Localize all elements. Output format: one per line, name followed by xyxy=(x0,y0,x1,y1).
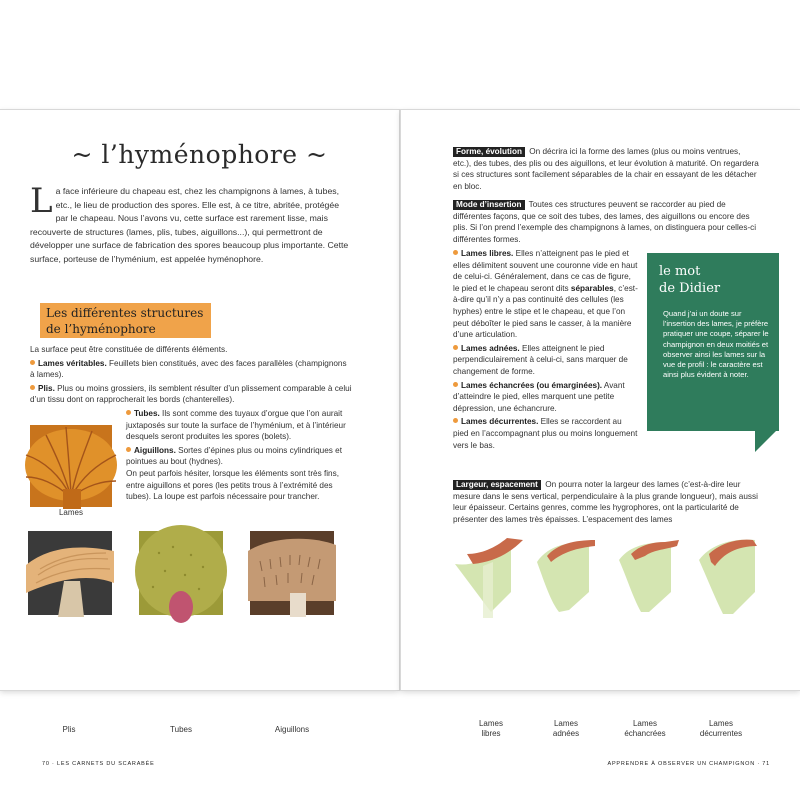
caption-echancrees-l2: échancrées xyxy=(624,729,666,738)
item-tubes-term: Tubes. xyxy=(134,409,160,418)
forme-label: Forme, évolution xyxy=(453,147,525,157)
diagram-echancrees xyxy=(619,540,679,612)
diagram-decurrentes xyxy=(699,540,757,614)
diagram-adnees xyxy=(537,540,595,612)
bullet-icon xyxy=(30,360,35,365)
intro-text: a face inférieure du chapeau est, chez les champignons à lames, à tubes, etc., le lieu de production des spores. Elle est, à ce titre, abritée, protégée par le chapeau. Nous l’avons vu, cette surface est rarement lisse, mais recouverte de structures (lames, plis, tubes, aiguillons...), qui permettront de développer une surface de fabrication des spores beaucoup plus importante. Cette surface, porteuse de l’hyménium, est appelée hyménophore. xyxy=(30,186,349,264)
section-heading-line2: de l’hyménophore xyxy=(46,322,156,336)
section-heading-line1: Les différentes structures xyxy=(46,306,204,320)
caption-adnees-l1: Lames xyxy=(553,719,578,728)
item-lames xyxy=(30,358,352,381)
forme-text: On décrira ici la forme des lames (plus ou moins ventrues, etc.), des tubes, des plis ou des aiguillons, et leur évolution à maturité. On regardera si ces structures sont facilement séparables de la chair en essayant de les détacher en bloc. xyxy=(453,147,759,191)
caption-decurrentes-l1: Lames xyxy=(708,719,733,728)
mode-paragraph xyxy=(453,199,759,245)
item-lames-term: Lames véritables. xyxy=(38,358,107,368)
photo-tubes xyxy=(139,531,223,615)
page-folio: APPRENDRE À OBSERVER UN CHAMPIGNON · 71 xyxy=(607,761,770,767)
caption-plis: Plis xyxy=(62,725,76,734)
item-decurrentes xyxy=(453,416,639,451)
caption-decurrentes-l2: décurrentes xyxy=(699,729,743,738)
structures-list xyxy=(30,344,352,406)
item-decurrentes-term: Lames décurrentes. xyxy=(461,417,539,427)
structures-list-2 xyxy=(126,408,354,503)
item-plis-text: Plus ou moins grossiers, ils semblent résulter d’un plissement comparable à celui d’un tissu dont on rapprocherait les bords (chanterelles). xyxy=(30,383,352,405)
bullet-icon xyxy=(126,410,131,415)
item-decurrentes-text: Elles se raccordent au pied en l’accompagnant plus ou moins longuement vers le bas. xyxy=(453,417,638,450)
page-folio: 70 · LES CARNETS DU SCARABÉE xyxy=(42,761,155,767)
item-plis xyxy=(30,383,352,406)
bullet-icon xyxy=(453,382,458,387)
item-echancrees-term: Lames échancrées (ou émarginées). xyxy=(461,380,603,390)
largeur-label: Largeur, espacement xyxy=(453,480,541,490)
hesitate-paragraph: On peut parfois hésiter, lorsque les éléments sont très fins, entre aiguillons et pores (les petits trous à l’extrémité des tubes). La loupe est parfois nécessaire pour trancher. xyxy=(126,468,339,502)
callout-text: Quand j’ai un doute sur l’insertion des lames, je préfère pratiquer une coupe, séparer le champignon en deux moitiés et observer ainsi les lames sur la vue de profil : le caractère est ainsi plus évident à noter. xyxy=(663,309,769,380)
caption-libres xyxy=(461,719,521,739)
item-echancrees-text: Avant d’atteindre le pied, elles marquent une petite dépression, une échancrure. xyxy=(453,380,625,413)
caption-adnees xyxy=(536,719,596,739)
item-libres-term: Lames libres. xyxy=(461,249,514,258)
insertion-list xyxy=(453,248,639,451)
item-libres-sep: séparables xyxy=(570,283,614,293)
item-lames-text: Feuillets bien constitués, avec des faces parallèles (champignons à lames). xyxy=(30,358,347,380)
largeur-text: On pourra noter la largeur des lames (c’est-à-dire leur mesure dans le sens vertical, perpendiculaire à la plus grande longueur), mais aussi leur épaisseur. Certains genres, comme les hygrophores, ont la particularité de présenter des lames très épaisses. L’espacement des lames xyxy=(453,480,758,524)
caption-decurrentes xyxy=(691,719,751,739)
photo-lames xyxy=(30,425,112,507)
mode-text: Toutes ces structures peuvent se raccorder au pied de différentes façons, que ce soit des tubes, des lames, des aiguillons ou encore des plis. Si l’on prend l’exemple des champignons à lames, on distinguera pour celles-ci différentes formes. xyxy=(453,200,757,244)
surface-intro: La surface peut être constituée de différents éléments. xyxy=(30,345,228,354)
callout-tail xyxy=(755,430,777,454)
callout-title-line1: le mot xyxy=(659,264,701,279)
photo-aiguillons xyxy=(250,531,334,615)
caption-libres-l1: Lames xyxy=(478,719,503,728)
caption-lames: Lames xyxy=(58,508,83,517)
caption-tubes: Tubes xyxy=(170,725,192,734)
item-tubes-text: Ils sont comme des tuyaux d’orgue que l’on aurait juxtaposés sur toute la surface de l’hyménium, et à l’intérieur desquels seront produites les spores (bolets). xyxy=(126,409,346,442)
item-echancrees xyxy=(453,380,639,415)
item-aiguillons-term: Aiguillons. xyxy=(134,445,176,455)
page-title: ~ l’hyménophore ~ xyxy=(71,140,328,169)
didier-callout xyxy=(647,253,779,431)
item-plis-term: Plis. xyxy=(38,383,55,393)
bullet-icon xyxy=(453,418,458,423)
caption-aiguillons: Aiguillons xyxy=(274,725,310,734)
mode-label: Mode d’insertion xyxy=(453,200,525,210)
item-libres-text2: , c’est-à-dire qu’il n’y a pas continuité des cellules (les hyphes) entre le stipe et le chapeau, et que l’on peut déboîter le pied sans le casser, à la manière d’une articulation. xyxy=(453,283,638,340)
callout-title xyxy=(659,263,720,297)
bullet-icon xyxy=(453,250,458,255)
bullet-icon xyxy=(30,385,35,390)
caption-echancrees-l1: Lames xyxy=(632,719,657,728)
right-page xyxy=(401,110,800,767)
item-adnees xyxy=(453,343,639,378)
insertion-diagram xyxy=(453,532,763,624)
item-adnees-text: Elles atteignent le pied perpendiculairement à celui-ci, sans marquer de changement de forme. xyxy=(453,343,628,376)
bullet-icon xyxy=(126,447,131,452)
left-page xyxy=(0,110,399,767)
bullet-icon xyxy=(453,345,458,350)
item-aiguillons xyxy=(126,445,354,468)
item-aiguillons-text: Sortes d’épines plus ou moins cylindriques et pointues au bout (hydnes). xyxy=(126,445,342,467)
forme-paragraph xyxy=(453,146,759,192)
intro-paragraph xyxy=(30,181,352,267)
item-tubes xyxy=(126,408,354,443)
section-heading xyxy=(40,303,211,338)
diagram-libres xyxy=(455,538,523,618)
item-libres-text1: Elles n’atteignent pas le pied et elles délimitent souvent une couronne vide en haut de celui-ci. Généralement, dans ce cas de figure, le pied et le chapeau seront dits xyxy=(453,249,638,293)
largeur-paragraph xyxy=(453,479,759,525)
drop-cap: L xyxy=(30,181,53,221)
caption-adnees-l2: adnées xyxy=(552,729,580,738)
photo-plis xyxy=(28,531,112,615)
caption-libres-l2: libres xyxy=(481,729,501,738)
item-libres xyxy=(453,248,639,341)
callout-title-line2: de Didier xyxy=(659,281,721,296)
caption-echancrees xyxy=(615,719,675,739)
item-adnees-term: Lames adnées. xyxy=(461,343,520,353)
